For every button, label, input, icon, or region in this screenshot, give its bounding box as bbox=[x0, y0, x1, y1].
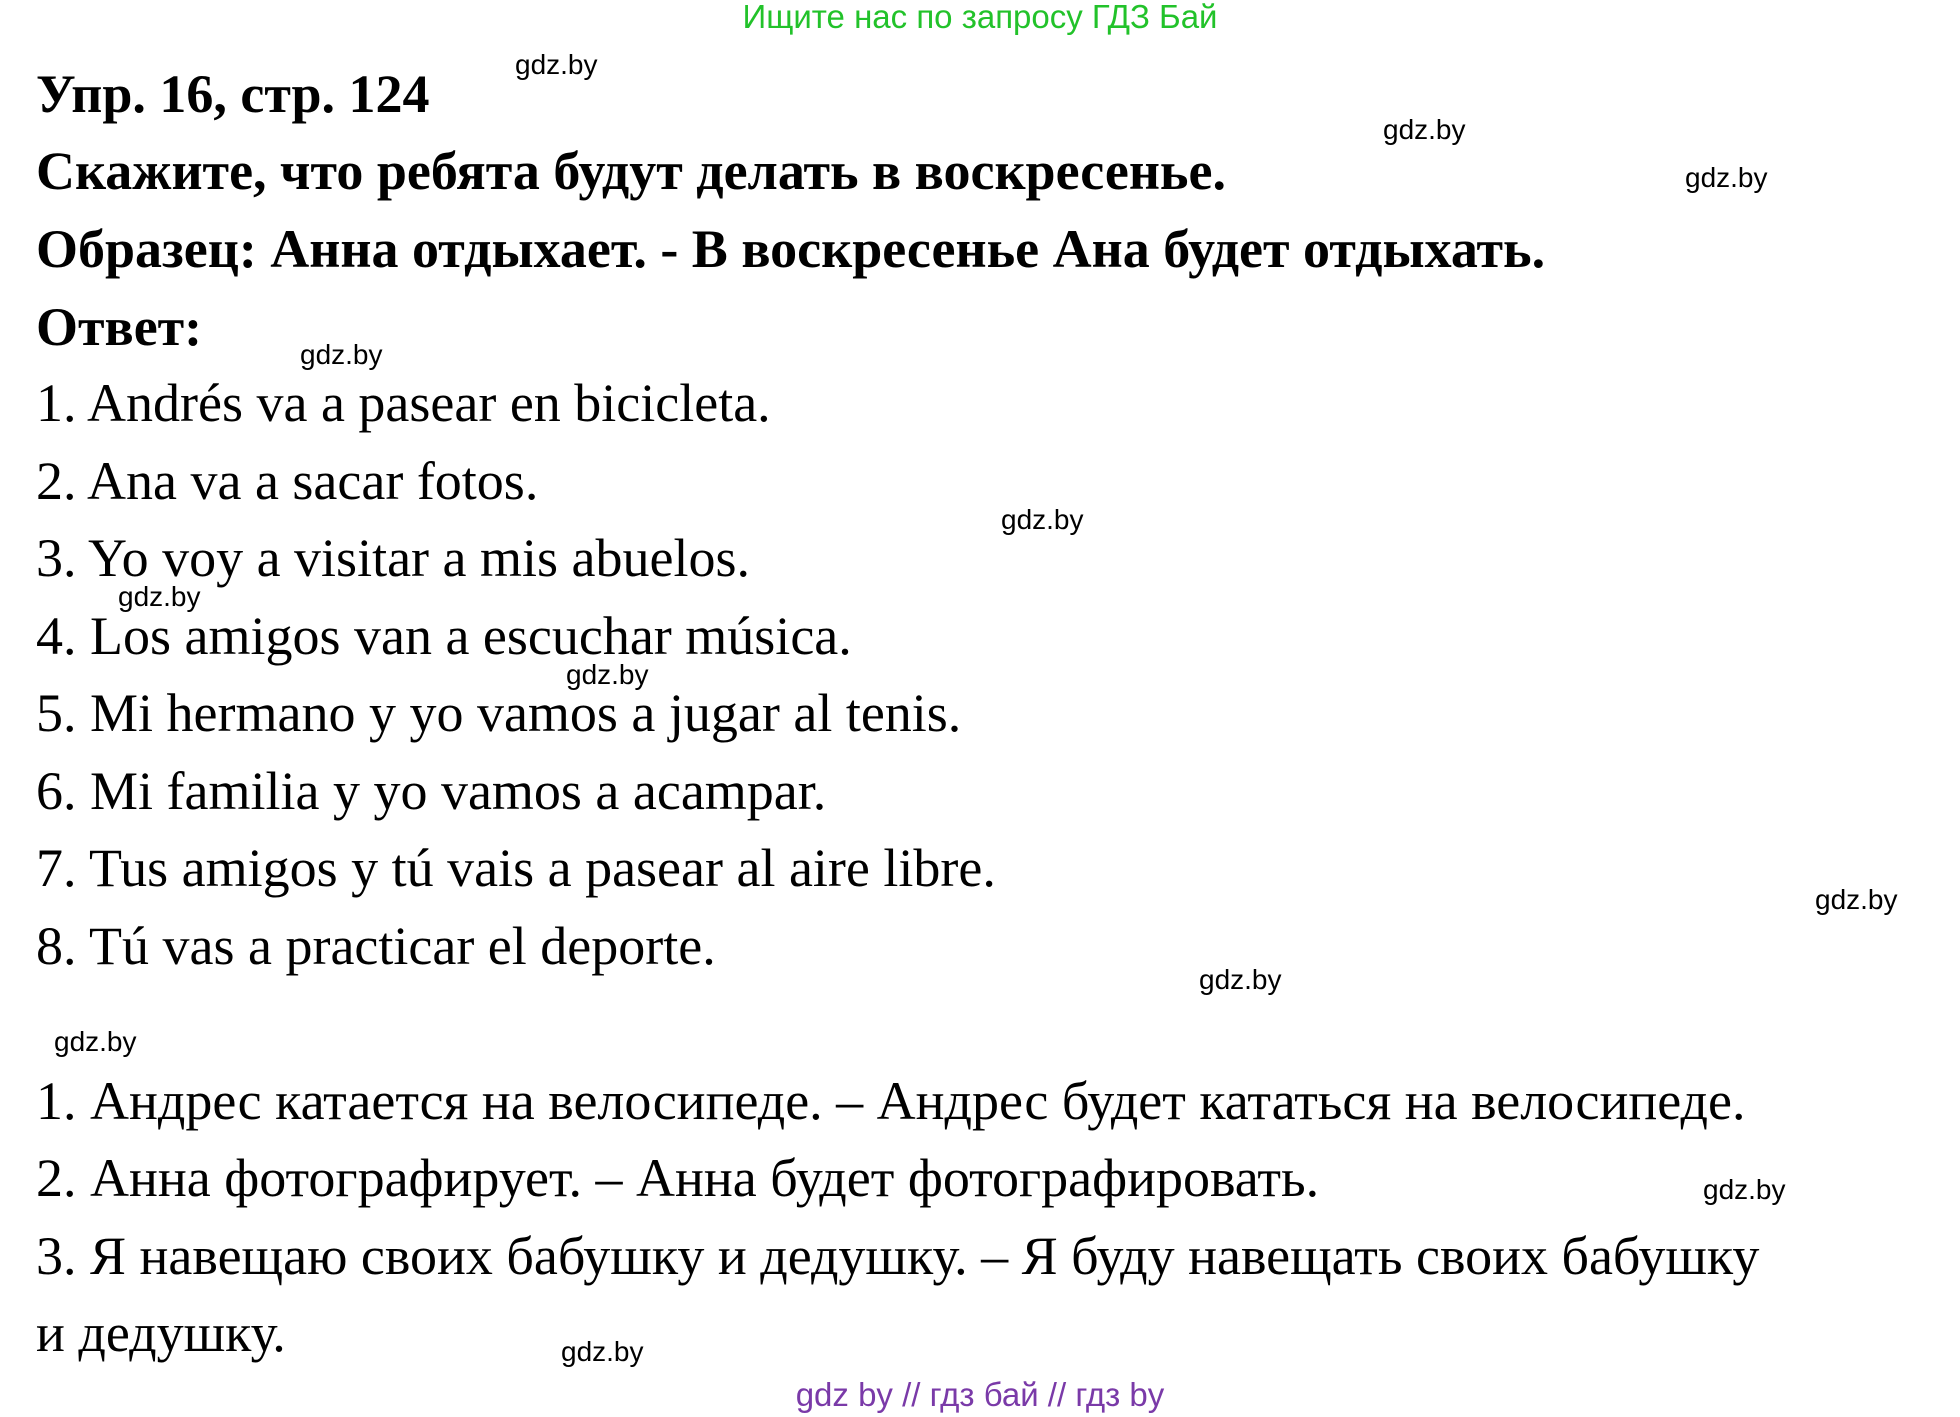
watermark: gdz.by bbox=[515, 49, 598, 80]
watermark: gdz.by bbox=[1685, 162, 1768, 193]
list-item: 6. Mi familia y yo vamos a acampar. bbox=[36, 761, 827, 821]
list-item: 1. Andrés va a pasear en bicicleta. bbox=[36, 373, 771, 433]
watermark: gdz.by bbox=[561, 1336, 644, 1367]
list-item: 2. Анна фотографирует. – Анна будет фотографировать. bbox=[36, 1148, 1320, 1208]
watermark: gdz.by bbox=[1199, 964, 1282, 995]
watermark: gdz.by bbox=[118, 581, 201, 612]
watermark: gdz.by bbox=[566, 659, 649, 690]
list-item: 2. Ana va a sacar fotos. bbox=[36, 451, 539, 511]
list-item: 7. Tus amigos y tú vais a pasear al aire libre. bbox=[36, 838, 996, 898]
watermark: gdz.by bbox=[1815, 884, 1898, 915]
watermark: gdz.by bbox=[1703, 1174, 1786, 1205]
watermark: gdz.by bbox=[1001, 504, 1084, 535]
list-item: 5. Mi hermano y yo vamos a jugar al tenis. bbox=[36, 683, 962, 743]
list-item: 3. Yo voy a visitar a mis abuelos. bbox=[36, 528, 750, 588]
exercise-title: Упр. 16, стр. 124 bbox=[36, 64, 430, 124]
top-banner: Ищите нас по запросу ГДЗ Бай bbox=[742, 0, 1218, 35]
list-item: 1. Андрес катается на велосипеде. – Андрес будет кататься на велосипеде. bbox=[36, 1071, 1746, 1131]
watermark: gdz.by bbox=[300, 339, 383, 370]
example-text: Образец: Анна отдыхает. - В воскресенье Ана будет отдыхать. bbox=[36, 219, 1546, 279]
watermark: gdz.by bbox=[54, 1026, 137, 1057]
list-item: 8. Tú vas a practicar el deporte. bbox=[36, 916, 716, 976]
watermark: gdz.by bbox=[1383, 114, 1466, 145]
footer-links: gdz by // гдз бай // гдз by bbox=[795, 1376, 1165, 1413]
list-item: и дедушку. bbox=[36, 1303, 286, 1363]
task-text: Скажите, что ребята будут делать в воскресенье. bbox=[36, 141, 1226, 201]
list-item: 3. Я навещаю своих бабушку и дедушку. – Я буду навещать своих бабушку bbox=[36, 1226, 1760, 1286]
list-item: 4. Los amigos van a escuchar música. bbox=[36, 606, 852, 666]
answer-label: Ответ: bbox=[36, 297, 203, 357]
